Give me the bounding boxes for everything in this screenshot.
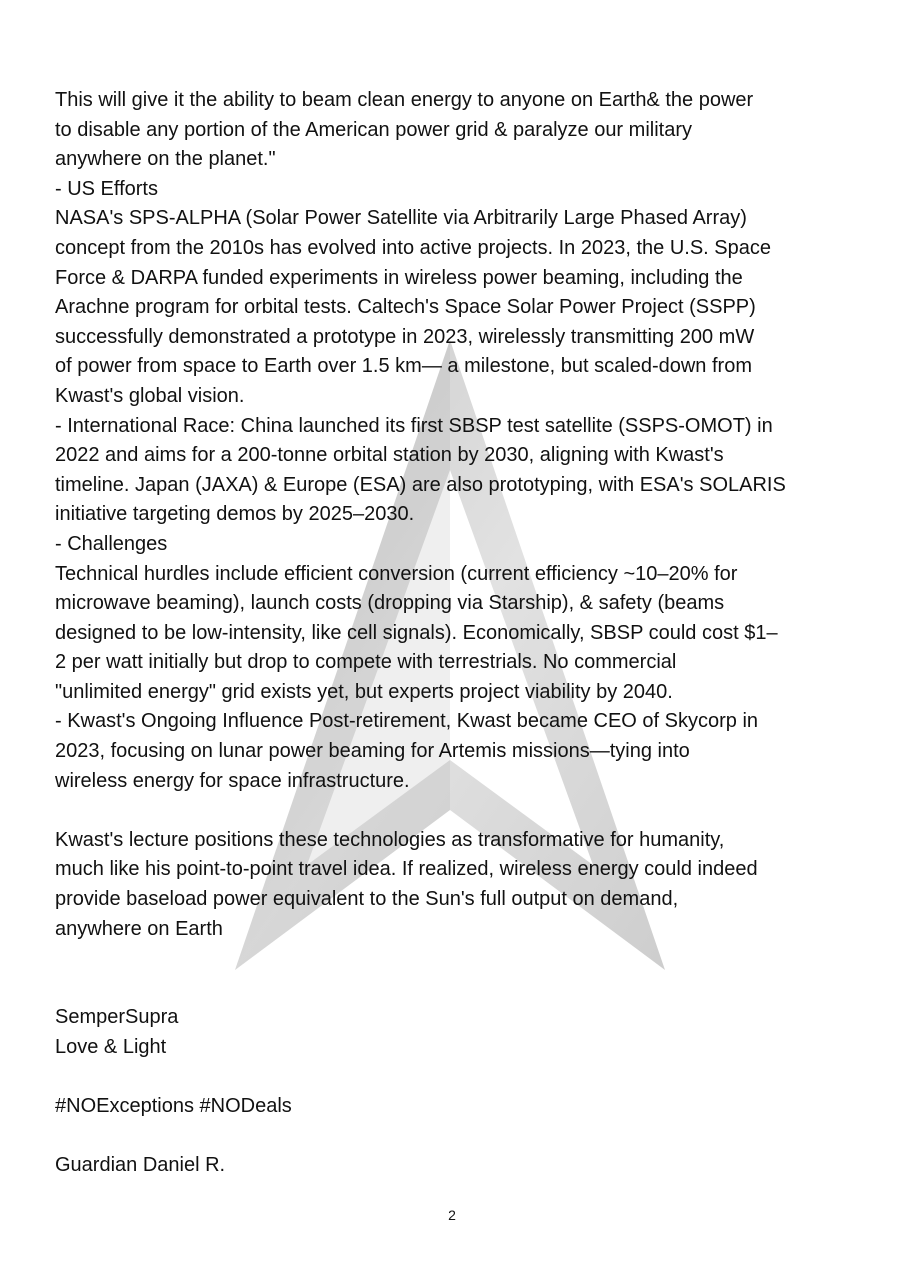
text-line: concept from the 2010s has evolved into active projects. In 2023, the U.S. Space xyxy=(55,236,771,259)
paragraph-kwast-influence xyxy=(55,707,855,796)
text-line: Technical hurdles include efficient conversion (current efficiency ~10–20% for xyxy=(55,562,738,585)
text-line: - International Race: China launched its first SBSP test satellite (SSPS-OMOT) in xyxy=(55,414,773,437)
text-line: - Kwast's Ongoing Influence Post-retirement, Kwast became CEO of Skycorp in xyxy=(55,710,759,733)
text-line: This will give it the ability to beam clean energy to anyone on Earth& the power xyxy=(55,89,754,111)
text-line: - Challenges xyxy=(55,532,168,555)
signature-block xyxy=(55,1003,855,1181)
text-line: timeline. Japan (JAXA) & Europe (ESA) are also prototyping, with ESA's SOLARIS xyxy=(55,473,786,496)
text-line: 2022 and aims for a 200-tonne orbital station by 2030, aligning with Kwast's xyxy=(55,444,724,467)
spacer xyxy=(55,1063,855,1093)
text-line: Force & DARPA funded experiments in wireless power beaming, including the xyxy=(55,266,743,289)
text-line: "unlimited energy" grid exists yet, but experts project viability by 2040. xyxy=(55,680,673,703)
text-line: successfully demonstrated a prototype in 2023, wirelessly transmitting 200 mW xyxy=(55,325,755,348)
hashtags: #NOExceptions #NODeals xyxy=(55,1095,292,1118)
signature-author: Guardian Daniel R. xyxy=(55,1154,226,1177)
text-line: wireless energy for space infrastructure. xyxy=(55,769,410,792)
text-line: anywhere on Earth xyxy=(55,917,223,940)
paragraph-challenges xyxy=(55,560,855,708)
signature-closing: Love & Light xyxy=(55,1036,167,1058)
heading-challenges xyxy=(55,530,855,560)
paragraph-us-efforts xyxy=(55,204,855,411)
text-line: microwave beaming), launch costs (dropping via Starship), & safety (beams xyxy=(55,592,725,615)
text-line: Arachne program for orbital tests. Caltech's Space Solar Power Project (SSPP) xyxy=(55,296,756,319)
paragraph-conclusion xyxy=(55,826,855,944)
text-line: initiative targeting demos by 2025–2030. xyxy=(55,503,415,526)
text-line: Kwast's global vision. xyxy=(55,384,245,407)
heading-us-efforts xyxy=(55,175,855,205)
text-line: NASA's SPS-ALPHA (Solar Power Satellite via Arbitrarily Large Phased Array) xyxy=(55,207,747,230)
text-line: 2023, focusing on lunar power beaming for Artemis missions—tying into xyxy=(55,740,690,763)
text-line: of power from space to Earth over 1.5 km— a milestone, but scaled-down from xyxy=(55,355,752,378)
signature-motto: SemperSupra xyxy=(55,1006,179,1029)
page-number: 2 xyxy=(448,1207,456,1223)
spacer xyxy=(55,974,855,1004)
spacer xyxy=(55,944,855,974)
document-body xyxy=(55,86,855,1181)
spacer xyxy=(55,796,855,826)
text-line: 2 per watt initially but drop to compete with terrestrials. No commercial xyxy=(55,651,677,674)
text-line: to disable any portion of the American power grid & paralyze our military xyxy=(55,118,692,141)
text-line: much like his point-to-point travel idea. If realized, wireless energy could indeed xyxy=(55,858,758,881)
text-line: anywhere on the planet." xyxy=(55,148,276,171)
spacer xyxy=(55,1122,855,1152)
text-line: provide baseload power equivalent to the Sun's full output on demand, xyxy=(55,888,679,911)
text-line: Kwast's lecture positions these technologies as transformative for humanity, xyxy=(55,828,725,851)
text-line: - US Efforts xyxy=(55,177,158,200)
text-line: designed to be low-intensity, like cell signals). Economically, SBSP could cost $1– xyxy=(55,621,778,644)
paragraph-intro xyxy=(55,86,855,175)
paragraph-international-race xyxy=(55,412,855,530)
